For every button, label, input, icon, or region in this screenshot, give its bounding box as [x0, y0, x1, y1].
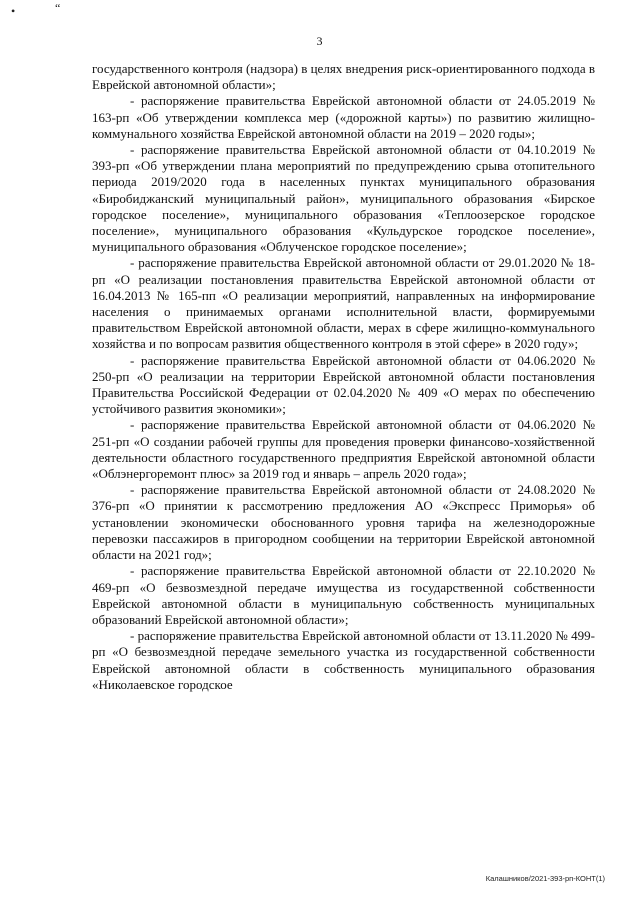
scan-mark-dot: •: [11, 4, 16, 18]
scan-mark-quote: “: [55, 1, 61, 15]
paragraph-continuation: государственного контроля (надзора) в целях внедрения риск-ориентированного подхода в Еврейской автономной области»;: [92, 61, 595, 93]
paragraph-order-376: - распоряжение правительства Еврейской автономной области от 24.08.2020 № 376-рп «О принятии к рассмотрению предложения АО «Экспресс Приморья» об установлении экономически обоснованного уровня тарифа на железнодорожные перевозки пассажиров в пригородном сообщении на территории Еврейской автономной области на 2021 год»;: [92, 482, 595, 563]
document-footer-id: Калашников/2021-393-рп-КОНТ(1): [485, 874, 605, 883]
document-body: [92, 61, 595, 693]
paragraph-order-251: - распоряжение правительства Еврейской автономной области от 04.06.2020 № 251-рп «О создании рабочей группы для проведения проверки финансово-хозяйственной деятельности областного государственного предприятия Еврейской автономной области «Облэнергоремонт плюс» за 2019 год и январь – апрель 2020 года»;: [92, 417, 595, 482]
paragraph-order-499: - распоряжение правительства Еврейской автономной области от 13.11.2020 № 499-рп «О безвозмездной передаче земельного участка из государственной собственности Еврейской автономной области в собственность муниципального образования «Николаевское городское: [92, 628, 595, 692]
paragraph-order-250: - распоряжение правительства Еврейской автономной области от 04.06.2020 № 250-рп «О реализации на территории Еврейской автономной области постановления Правительства Российской Федерации от 02.04.2020 № 409 «О мерах по обеспечению устойчивого развития экономики»;: [92, 352, 595, 417]
page-number: 3: [316, 34, 323, 48]
paragraph-order-469: - распоряжение правительства Еврейской автономной области от 22.10.2020 № 469-рп «О безвозмездной передаче имущества из государственной собственности Еврейской автономной области в муниципальную собственность муниципальных образований Еврейской автономной области»;: [92, 563, 595, 627]
paragraph-order-18: - распоряжение правительства Еврейской автономной области от 29.01.2020 № 18-рп «О реализации постановления правительства Еврейской автономной области от 16.04.2013 № 165-пп «О реализации мероприятий, направленных на информирование населения о принимаемых органами исполнительной власти, формируемыми правительством Еврейской автономной области, мерах в сфере жилищно-коммунального хозяйства и по вопросам развития общественного контроля в этой сфере» в 2020 году»;: [92, 255, 595, 352]
paragraph-order-163: - распоряжение правительства Еврейской автономной области от 24.05.2019 № 163-рп «Об утверждении комплекса мер («дорожной карты») по развитию жилищно-коммунального хозяйства Еврейской автономной области на 2019 – 2020 годы»;: [92, 93, 595, 141]
paragraph-order-393: - распоряжение правительства Еврейской автономной области от 04.10.2019 № 393-рп «Об утверждении плана мероприятий по предупреждению срыва отопительного периода 2019/2020 года в населенных пунктах муниципального образования «Биробиджанский муниципальный район», муниципального образования «Бирское городское поселение», муниципального образования «Теплоозерское городское поселение», муниципального образования «Кульдурское городское поселение», муниципального образования «Облученское городское поселение»;: [92, 142, 595, 255]
